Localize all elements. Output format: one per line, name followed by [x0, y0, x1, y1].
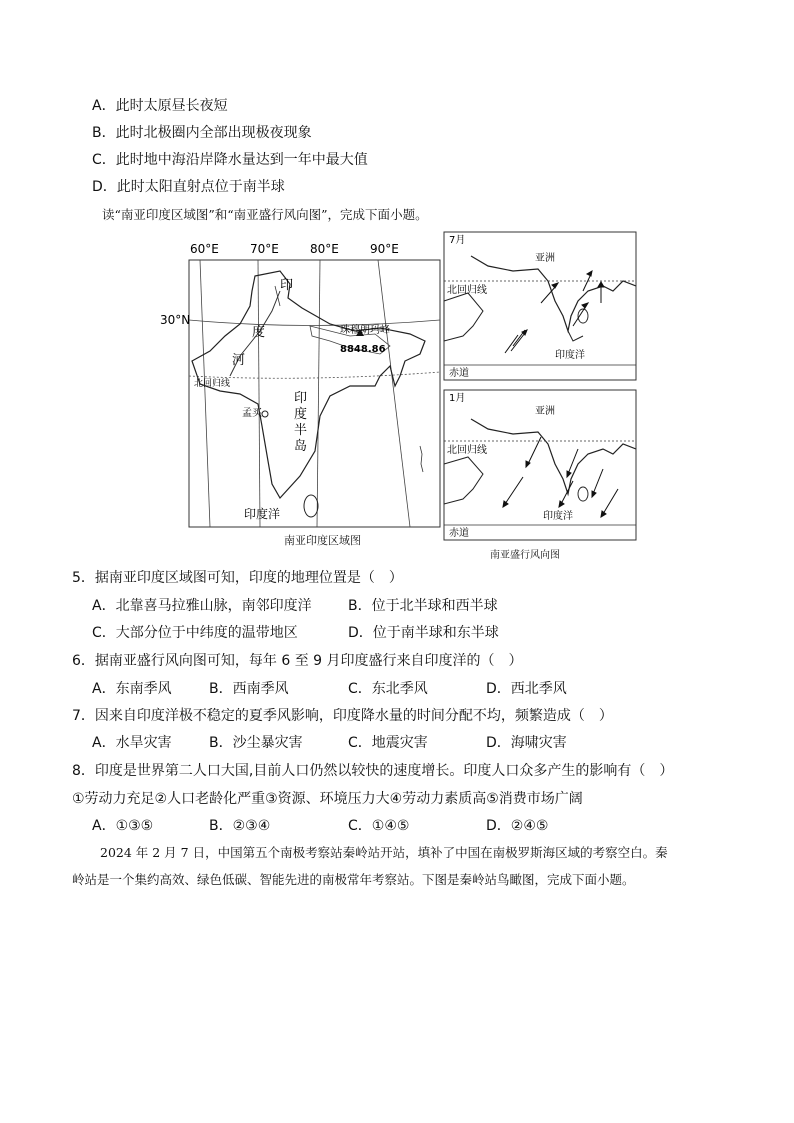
ocean-label: 印度洋: [244, 507, 281, 521]
january-tropic-label: 北回归线: [447, 445, 487, 456]
july-ocean-label: 印度洋: [555, 350, 585, 361]
passage-line-2: 岭站是一个集约高效、绿色低碳、智能先进的南极常年考察站。下图是秦岭站鸟瞰图，完成下面小题。: [72, 872, 635, 887]
meridian-70: [258, 260, 260, 527]
july-equator-label: 赤道: [449, 368, 469, 379]
q5-option-c: C．大部分位于中纬度的温带地区: [92, 625, 298, 641]
map-char-he: 河: [232, 353, 246, 368]
prev-option-d: D．此时太阳直射点位于南半球: [92, 179, 285, 195]
q5-option-b: B．位于北半球和西半球: [348, 598, 498, 614]
january-month: 1月: [449, 393, 466, 404]
january-equator-label: 赤道: [449, 528, 469, 539]
q8-option-a: A．①③⑤: [92, 818, 154, 834]
map-caption: 南亚印度区域图: [284, 534, 361, 547]
tropic-line: [189, 372, 440, 378]
q8-statements: ①劳动力充足②人口老龄化严重③资源、环境压力大④劳动力素质高⑤消费市场广阔: [72, 791, 583, 807]
q6-option-b: B．西南季风: [209, 681, 289, 697]
july-tropic-label: 北回归线: [447, 285, 487, 296]
july-month: 7月: [449, 235, 466, 246]
intro-text: 读“南亚印度区域图”和“南亚盛行风向图”，完成下面小题。: [102, 207, 428, 222]
map-char-du: 度: [252, 325, 266, 340]
q7-option-b: B．沙尘暴灾害: [209, 735, 303, 751]
prev-option-a: A．此时太原昼长夜短: [92, 98, 228, 114]
lon-label-90: 90°E: [370, 242, 399, 256]
prev-option-c: C．此时地中海沿岸降水量达到一年中最大值: [92, 152, 368, 168]
meridian-80: [317, 260, 320, 527]
q6-stem: 6．据南亚盛行风向图可知，每年 6 至 9 月印度盛行来自印度洋的（ ）: [72, 653, 523, 669]
q8-option-d: D．②④⑤: [486, 818, 549, 834]
q5-stem: 5．据南亚印度区域图可知，印度的地理位置是（ ）: [72, 570, 403, 586]
sri-lanka: [304, 495, 318, 517]
mumbai-marker: [262, 411, 268, 417]
january-ocean-label: 印度洋: [543, 511, 573, 522]
tropic-label: 北回归线: [194, 379, 231, 389]
map-char-yin: 印: [280, 278, 294, 293]
everest-name: 珠穆朗玛峰: [340, 325, 390, 336]
q7-option-a: A．水旱灾害: [92, 735, 172, 751]
q8-stem: 8．印度是世界第二人口大国,目前人口仍然以较快的速度增长。印度人口众多产生的影响有（ ）: [72, 763, 674, 779]
q8-option-c: C．①④⑤: [348, 818, 410, 834]
q8-option-b: B．②③④: [209, 818, 271, 834]
prev-option-b: B．此时北极圈内全部出现极夜现象: [92, 125, 312, 141]
wind-map-january: [443, 389, 638, 541]
map-frame: [189, 260, 440, 527]
q6-option-d: D．西北季风: [486, 681, 567, 697]
q7-option-d: D．海啸灾害: [486, 735, 567, 751]
india-region-map: [160, 236, 445, 536]
q7-option-c: C．地震灾害: [348, 735, 428, 751]
january-asia-label: 亚洲: [535, 406, 555, 417]
meridian-90: [378, 260, 410, 527]
q6-option-a: A．东南季风: [92, 681, 172, 697]
passage-line-1: 2024 年 2 月 7 日，中国第五个南极考察站秦岭站开站，填补了中国在南极罗斯海区域的考察空白。秦: [100, 845, 668, 860]
mumbai-label: 孟买: [242, 408, 262, 419]
lon-label-70: 70°E: [250, 242, 279, 256]
andaman-islands: [420, 446, 423, 472]
q7-stem: 7．因来自印度洋极不稳定的夏季风影响，印度降水量的时间分配不均，频繁造成（ ）: [72, 708, 613, 724]
lat-label-30n: 30°N: [160, 313, 191, 327]
everest-height: 8848.86: [340, 344, 386, 355]
july-asia-label: 亚洲: [535, 253, 555, 264]
parallel-30n: [189, 320, 440, 326]
q5-option-a: A．北靠喜马拉雅山脉，南邻印度洋: [92, 598, 312, 614]
q6-option-c: C．东北季风: [348, 681, 428, 697]
lon-label-80: 80°E: [310, 242, 339, 256]
q5-option-d: D．位于南半球和东半球: [348, 625, 499, 641]
meridian-60: [200, 260, 210, 527]
peninsula-label: 印度半岛: [294, 391, 308, 454]
wind-map-caption: 南亚盛行风向图: [490, 550, 560, 561]
wind-map-july: [443, 231, 638, 381]
lon-label-60: 60°E: [190, 242, 219, 256]
